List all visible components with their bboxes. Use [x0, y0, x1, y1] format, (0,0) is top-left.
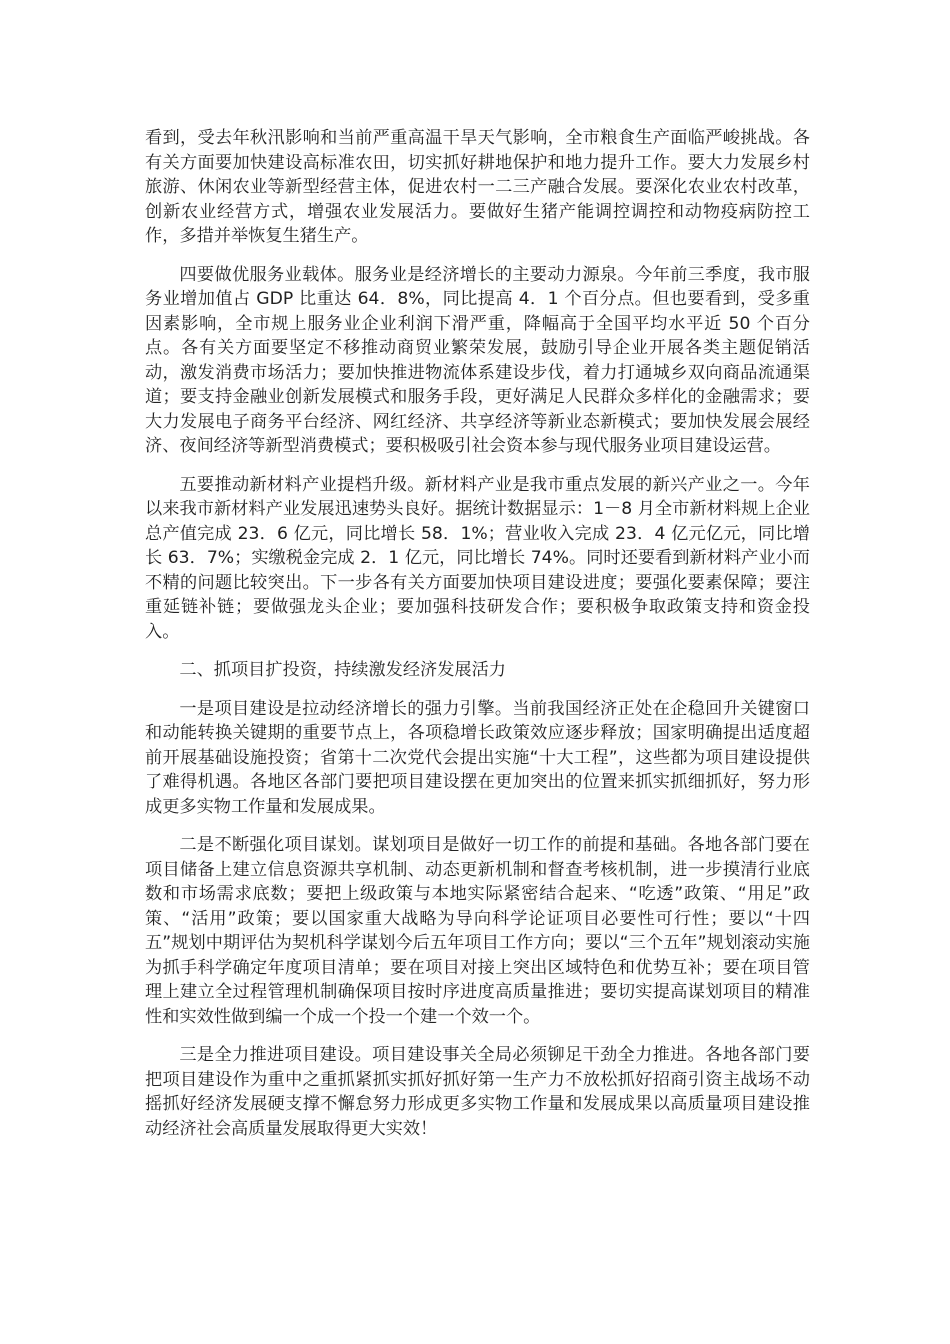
paragraph-new-materials: 五要推动新材料产业提档升级。新材料产业是我市重点发展的新兴产业之一。今年以来我市新材料产业发展迅速势头良好。据统计数据显示：1－8 月全市新材料规上企业总产值完成 23．6 亿元，同比增长 58．1%；营业收入完成 23．4 亿元亿元，同比增长 63．7%；实缴税金完成 2．1 亿元，同比增长 74%。同时还要看到新材料产业小而不精的问题比较突出。下一步各有关方面要加快项目建设进度；要强化要素保障；要注重延链补链；要做强龙头企业；要加强科技研发合作；要积极争取政策支持和资金投入。	[145, 474, 810, 642]
paragraph-agriculture: 看到，受去年秋汛影响和当前严重高温干旱天气影响，全市粮食生产面临严峻挑战。各有关方面要加快建设高标准农田，切实抓好耕地保护和地力提升工作。要大力发展乡村旅游、休闲农业等新型经营主体，促进农村一二三产融合发展。要深化农业农村改革，创新农业经营方式，增强农业发展活力。要做好生猪产能调控调控和动物疫病防控工作，多措并举恢复生猪生产。	[145, 128, 810, 246]
paragraph-project-planning: 二是不断强化项目谋划。谋划项目是做好一切工作的前提和基础。各地各部门要在项目储备上建立信息资源共享机制、动态更新机制和督查考核机制，进一步摸清行业底数和市场需求底数；要把上级政策与本地实际紧密结合起来、“吃透”政策、“用足”政策、“活用”政策；要以国家重大战略为导向科学论证项目必要性可行性；要以“十四五”规划中期评估为契机科学谋划今后五年项目工作方向；要以“三个五年”规划滚动实施为抓手科学确定年度项目清单；要在项目对接上突出区域特色和优势互补；要在项目管理上建立全过程管理机制确保项目按时序进度高质量推进；要切实提高谋划项目的精准性和实效性做到编一个成一个投一个建一个效一个。	[145, 835, 810, 1027]
paragraph-project-engine: 一是项目建设是拉动经济增长的强力引擎。当前我国经济正处在企稳回升关键窗口和动能转换关键期的重要节点上，各项稳增长政策效应逐步释放；国家明确提出适度超前开展基础设施投资；省第十二次党代会提出实施“十大工程”，这些都为项目建设提供了难得机遇。各地区各部门要把项目建设摆在更加突出的位置来抓实抓细抓好，努力形成更多实物工作量和发展成果。	[145, 698, 810, 817]
paragraph-service-industry: 四要做优服务业载体。服务业是经济增长的主要动力源泉。今年前三季度，我市服务业增加值占 GDP 比重达 64．8%，同比提高 4．1 个百分点。但也要看到，受多重因素影响，全市规上服务业企业利润下滑严重，降幅高于全国平均水平近 50 个百分点。各有关方面要坚定不移推动商贸业繁荣发展，鼓励引导企业开展各类主题促销活动，激发消费市场活力；要加快推进物流体系建设步伐，着力打通城乡双向商品流通渠道；要支持金融业创新发展模式和服务手段，更好满足人民群众多样化的金融需求；要大力发展电子商务平台经济、网红经济、共享经济等新业态新模式；要加快发展会展经济、夜间经济等新型消费模式；要积极吸引社会资本参与现代服务业项目建设运营。	[145, 264, 810, 456]
document-page	[145, 126, 810, 1155]
paragraph-project-construction: 三是全力推进项目建设。项目建设事关全局必须铆足干劲全力推进。各地各部门要把项目建设作为重中之重抓紧抓实抓好抓好第一生产力不放松抓好招商引资主战场不动摇抓好经济发展硬支撑不懈怠努力形成更多实物工作量和发展成果以高质量项目建设推动经济社会高质量发展取得更大实效！	[145, 1045, 810, 1139]
section-heading-projects: 二、抓项目扩投资，持续激发经济发展活力	[179, 660, 506, 680]
